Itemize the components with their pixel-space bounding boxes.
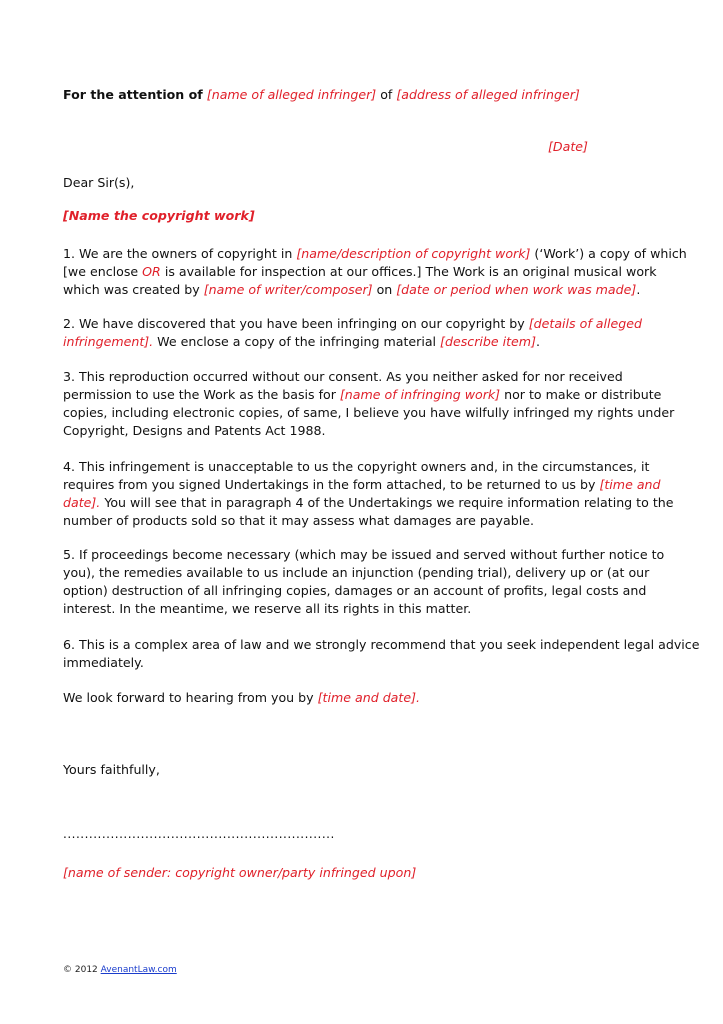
sender-placeholder: [name of sender: copyright owner/party infringed upon]	[63, 865, 417, 880]
footer	[63, 965, 177, 975]
or-placeholder: OR	[142, 264, 161, 279]
text-segment: (‘Work’) a copy of which	[530, 246, 687, 261]
paragraph-3-line-1: 3. This reproduction occurred without our consent. As you neither asked for nor received	[63, 369, 623, 384]
text-segment: You will see that in paragraph 4 of the Undertakings we require information relating to the	[100, 495, 674, 510]
footer-copyright: © 2012	[63, 965, 101, 975]
text-segment: 1. We are the owners of copyright in	[63, 246, 297, 261]
paragraph-4-line-2	[63, 476, 661, 494]
work-description-placeholder: [name/description of copyright work]	[296, 246, 531, 261]
paragraph-5-line-4: interest. In the meantime, we reserve all its rights in this matter.	[63, 601, 472, 616]
text-segment: We look forward to hearing from you by	[63, 690, 318, 705]
signoff: Yours faithfully,	[63, 762, 160, 777]
describe-item-placeholder: [describe item]	[440, 334, 536, 349]
text-segment: .	[636, 282, 641, 297]
text-segment: We enclose a copy of the infringing material	[153, 334, 441, 349]
writer-composer-placeholder: [name of writer/composer]	[203, 282, 373, 297]
infringer-address-placeholder: [address of alleged infringer]	[396, 87, 580, 102]
paragraph-5-line-2: you), the remedies available to us include an injunction (pending trial), delivery up or (at our	[63, 565, 650, 580]
date-placeholder: [Date]	[548, 139, 588, 154]
response-deadline-placeholder: [time and date].	[317, 690, 421, 705]
paragraph-4-line-3	[63, 494, 673, 512]
paragraph-5-line-1: 5. If proceedings become necessary (which may be issued and served without further notice to	[63, 547, 665, 562]
attention-label: For the attention of	[63, 87, 203, 102]
paragraph-5-line-3: option) destruction of all infringing copies, damages or an account of profits, legal costs and	[63, 583, 647, 598]
attention-of: of	[380, 87, 393, 102]
paragraph-1-line-3	[63, 281, 640, 299]
paragraph-1-line-1	[63, 245, 687, 263]
paragraph-3-line-2	[63, 386, 661, 404]
paragraph-1-line-2	[63, 263, 657, 281]
salutation: Dear Sir(s),	[63, 175, 135, 190]
text-segment: 2. We have discovered that you have been infringing on our copyright by	[63, 316, 529, 331]
infringing-work-placeholder: [name of infringing work]	[339, 387, 501, 402]
paragraph-2-line-2	[63, 333, 540, 351]
text-segment: [we enclose	[63, 264, 143, 279]
text-segment: permission to use the Work as the basis for	[63, 387, 340, 402]
infringer-name-placeholder: [name of alleged infringer]	[206, 87, 377, 102]
text-segment: is available for inspection at our offices.] The Work is an original musical work	[160, 264, 657, 279]
footer-link[interactable]: AvenantLaw.com	[100, 965, 177, 975]
attention-line	[63, 86, 580, 104]
infringement-details-placeholder-end: infringement].	[63, 334, 154, 349]
text-segment: .	[535, 334, 540, 349]
paragraph-2-line-1	[63, 315, 642, 333]
text-segment: on	[372, 282, 397, 297]
return-time-placeholder: [time and	[599, 477, 661, 492]
paragraph-6-line-1: 6. This is a complex area of law and we strongly recommend that you seek independent legal advice	[63, 637, 700, 652]
work-date-placeholder: [date or period when work was made]	[396, 282, 637, 297]
paragraph-6-line-2: immediately.	[63, 655, 144, 670]
closing-line	[63, 689, 420, 707]
paragraph-4-line-1: 4. This infringement is unacceptable to us the copyright owners and, in the circumstances, it	[63, 459, 650, 474]
text-segment: requires from you signed Undertakings in the form attached, to be returned to us by	[63, 477, 600, 492]
text-segment: which was created by	[63, 282, 204, 297]
paragraph-3-line-3: copies, including electronic copies, of same, I believe you have wilfully infringed my rights under	[63, 405, 675, 420]
text-segment: nor to make or distribute	[500, 387, 662, 402]
infringement-details-placeholder: [details of alleged	[528, 316, 642, 331]
return-time-placeholder-end: date].	[63, 495, 101, 510]
paragraph-4-line-4: number of products sold so that it may assess what damages are payable.	[63, 513, 534, 528]
subject-placeholder: [Name the copyright work]	[63, 208, 255, 223]
signature-line: ...............................................................	[63, 827, 335, 841]
paragraph-3-line-4: Copyright, Designs and Patents Act 1988.	[63, 423, 326, 438]
